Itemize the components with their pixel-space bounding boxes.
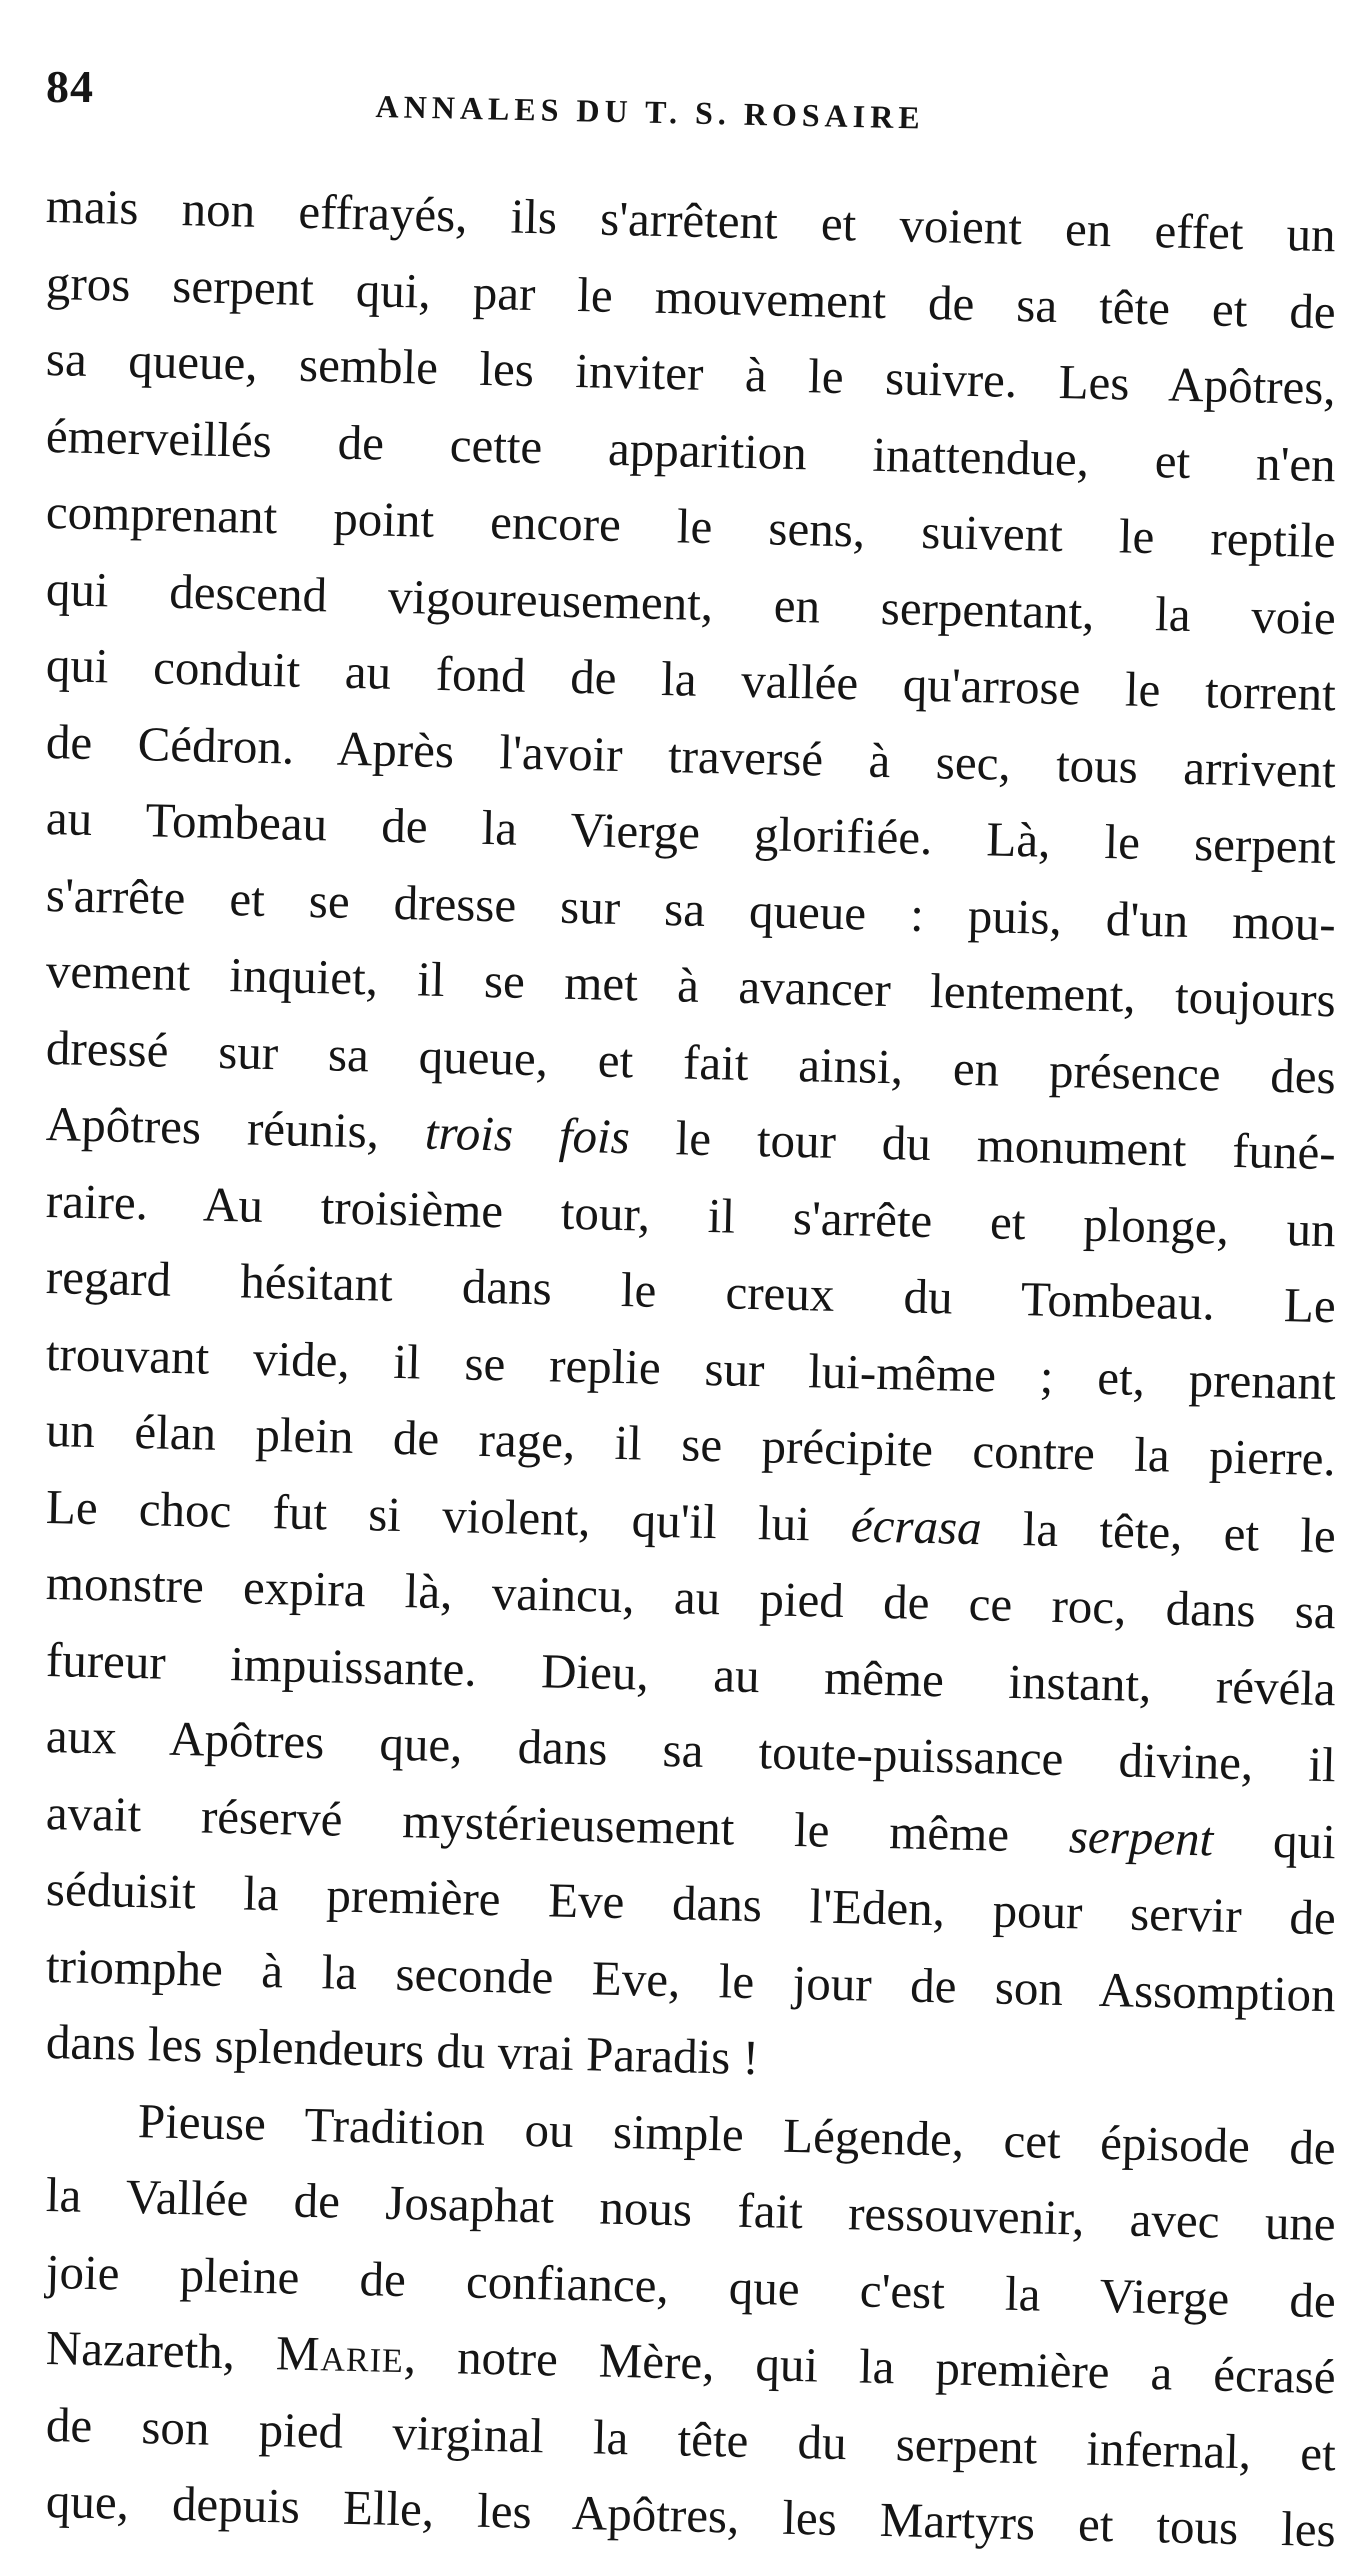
text-line: mais non effrayés, ils s'arrêtent et voient en effet un: [45, 178, 1337, 263]
text-run: la tête, et le: [981, 1499, 1337, 1563]
text-line: de son pied virginal la tête du serpent infernal, et: [45, 2396, 1337, 2481]
paragraph-start-line: Pieuse Tradition ou simple Légende, cet épisode de: [137, 2092, 1337, 2175]
text-line: trouvant vide, il se replie sur lui-même ; et, prenant: [45, 1325, 1337, 1410]
text-line: qui descend vigoureusement, en serpentant, la voie: [45, 560, 1337, 645]
text-line: comprenant point encore le sens, suivent le reptile: [45, 484, 1337, 569]
text-line: regard hésitant dans le creux du Tombeau. Le: [45, 1249, 1337, 1334]
text-run: qui: [1212, 1810, 1337, 1869]
text-line: au Tombeau de la Vierge glorifiée. Là, le serpent: [45, 790, 1337, 875]
text-line: aux Apôtres que, dans sa toute-puissance divine, il: [45, 1708, 1337, 1793]
text-line: que, depuis Elle, les Apôtres, les Martyrs et tous les: [45, 2473, 1337, 2558]
text-run: avait réservé mystérieusement le même: [45, 1784, 1070, 1863]
text-run: le tour du monument funé-: [629, 1109, 1337, 1181]
italic-emphasis: écrasa: [850, 1496, 983, 1555]
text-line: un élan plein de rage, il se précipite contre la pierre.: [45, 1402, 1337, 1487]
running-title: ANNALES DU T. S. ROSAIRE: [375, 88, 926, 136]
text-line: s'arrête et se dresse sur sa queue : puis, d'un mou-: [45, 866, 1337, 951]
paragraph-end-line: dans les splendeurs du vrai Paradis !: [45, 2014, 760, 2086]
italic-emphasis: trois fois: [424, 1104, 631, 1165]
text-run: Nazareth,: [45, 2320, 277, 2381]
text-line: séduisit la première Eve dans l'Eden, pour servir de: [45, 1861, 1337, 1946]
text-line: joie pleine de confiance, que c'est la Vierge de: [45, 2243, 1337, 2328]
page-header: [46, 60, 1336, 140]
text-line: qui conduit au fond de la vallée qu'arrose le torrent: [45, 637, 1337, 722]
text-run: Le choc fut si violent, qu'il lui: [45, 1478, 852, 1552]
page-number: 84: [46, 61, 94, 112]
text-line: monstre expira là, vaincu, au pied de ce roc, dans sa: [45, 1555, 1337, 1640]
text-run: Apôtres réunis,: [45, 1096, 426, 1160]
text-line: émerveillés de cette apparition inattendue, et n'en: [45, 407, 1337, 492]
text-run: , notre Mère, qui la première a écrasé: [403, 2328, 1337, 2405]
text-line: la Vallée de Josaphat nous fait ressouvenir, avec une: [45, 2167, 1337, 2252]
body-text: [45, 168, 1337, 2558]
text-line: de Cédron. Après l'avoir traversé à sec, tous arrivent: [45, 713, 1337, 798]
text-line: dressé sur sa queue, et fait ainsi, en présence des: [45, 1019, 1337, 1104]
small-caps-name: Marie: [275, 2325, 405, 2384]
text-line: raire. Au troisième tour, il s'arrête et plonge, un: [45, 1172, 1337, 1257]
text-line: fureur impuissante. Dieu, au même instant, révéla: [45, 1631, 1337, 1716]
text-line: gros serpent qui, par le mouvement de sa tête et de: [45, 254, 1337, 339]
italic-emphasis: serpent: [1068, 1807, 1214, 1866]
text-line: triomphe à la seconde Eve, le jour de son Assomption: [45, 1937, 1337, 2022]
text-line: sa queue, semble les inviter à le suivre. Les Apôtres,: [45, 331, 1337, 416]
text-line: vement inquiet, il se met à avancer lentement, toujours: [45, 943, 1337, 1028]
